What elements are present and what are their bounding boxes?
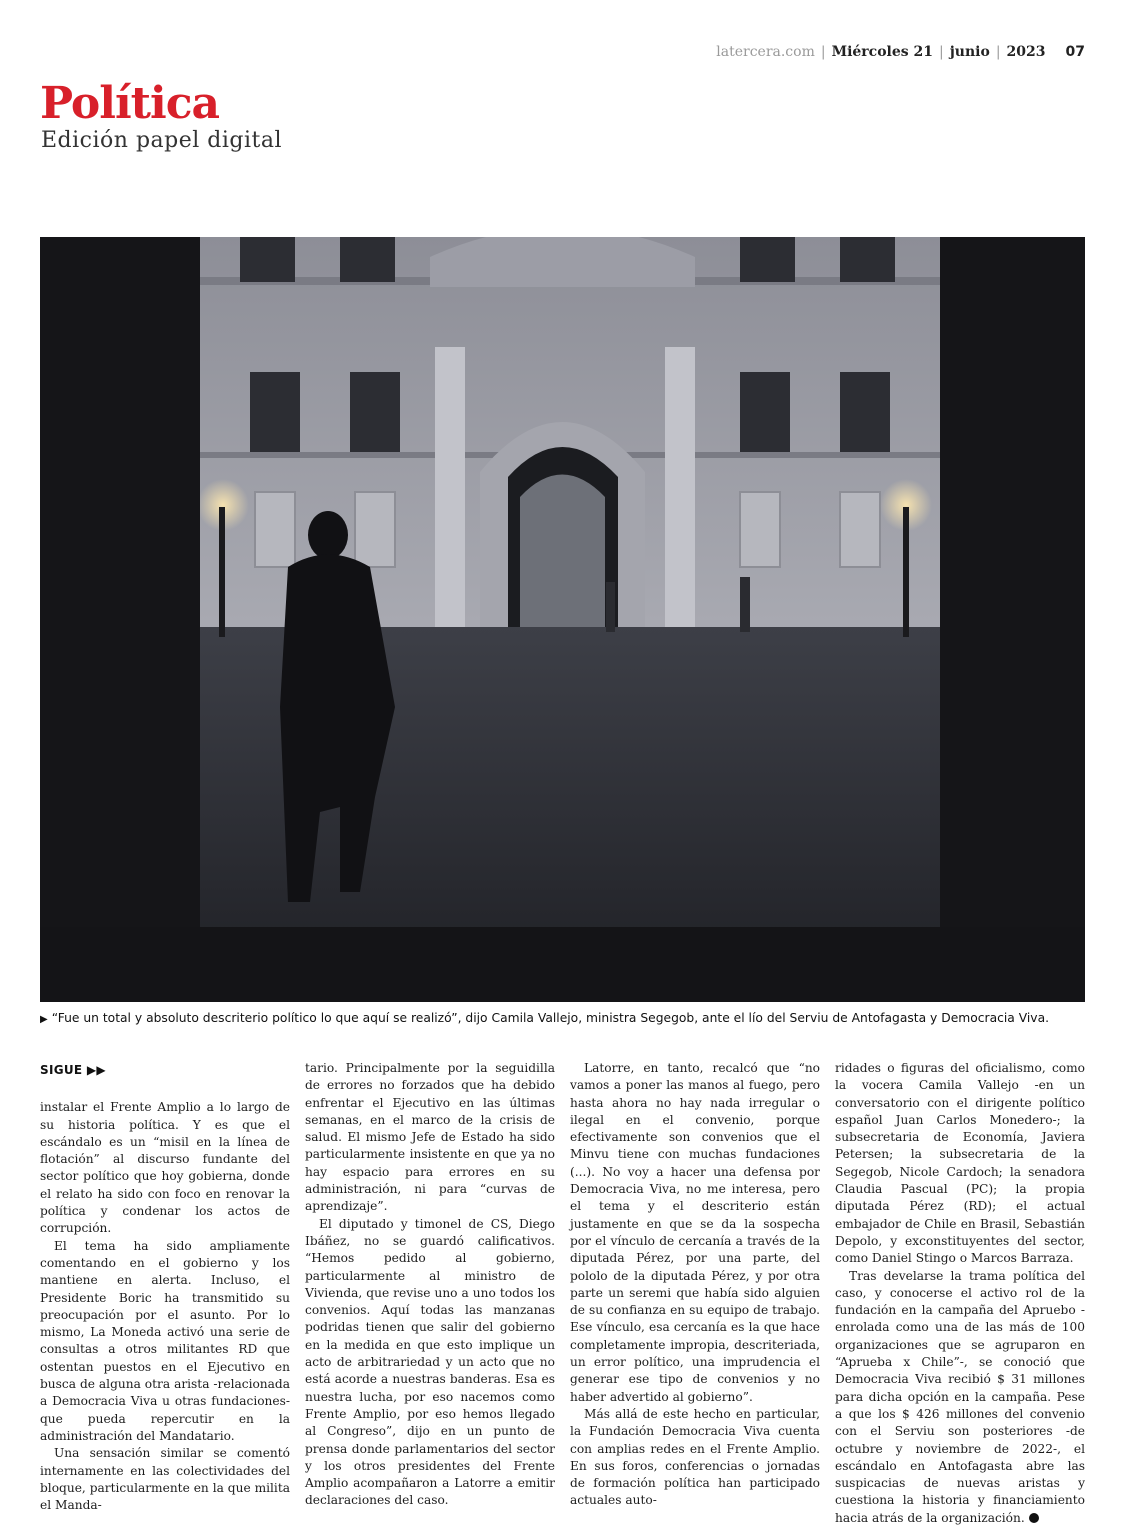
page-number: 07 [1065, 44, 1085, 60]
article-column-2 [305, 1060, 555, 1510]
end-of-article-icon [1029, 1513, 1039, 1523]
article-column-1 [40, 1060, 290, 1514]
paragraph: tario. Principalmente por la seguidilla de errores no forzados que ha debido enfrentar el Ejecutivo en las últimas semanas, en el marco de la crisis de salud. El mismo Jefe de Estado ha sido particularmente insistente en que ya no hay espacio para errores en su administración, ni para “curvas de aprendizaje”. [305, 1061, 555, 1214]
paragraph: instalar el Frente Amplio a lo largo de su historia política. Y es que el escándalo es un “misil en la línea de flotación” al discurso fundante del sector político que hoy gobierna, donde el relato ha sido con foco en renovar la política y condenar los actos de corrupción. [40, 1100, 290, 1236]
caption-marker-icon: ▶ [40, 1014, 48, 1025]
separator: | [820, 44, 826, 60]
section-subtitle: Edición papel digital [41, 128, 283, 153]
final-paragraph-text: Tras develarse la trama política del caso, y conocerse el activo rol de la fundación en la campaña del Apruebo -enrolada como una de las más de 100 organizaciones que se agruparon en “Aprueba x Chile”-, se conoció que Democracia Viva recibió $ 31 millones para dicha opción en la campaña. Pese a que los $ 426 millones del convenio con el Serviu son posteriores -de octubre y noviembre de 2022-, el escándalo en Antofagasta abre las suspicacias de nuevas aristas y cuestiona la historia y financiamiento hacia atrás de la organización. [835, 1268, 1085, 1525]
photo-caption [40, 1011, 1085, 1025]
main-photo [40, 237, 1085, 1002]
separator: | [995, 44, 1001, 60]
separator: | [939, 44, 944, 60]
article-column-3 [570, 1060, 820, 1510]
article-column-4 [835, 1060, 1085, 1527]
sigue-label: SIGUE ▶▶ [40, 1063, 106, 1077]
paragraph: El tema ha sido ampliamente comentando en el gobierno y los mantiene en alerta. Incluso, el Presidente Boric ha transmitido su preocupación por el asunto. Por lo mismo, La Moneda activó una serie de consultas a otros militantes RD que ostentan puestos en el Ejecutivo en busca de alguna otra arista -relacionada a Democracia Viva u otras fundaciones- que pueda repercutir en la administración del Mandatario. [40, 1238, 290, 1443]
section-title: Política [40, 78, 220, 129]
header-month: junio [949, 44, 990, 60]
paragraph: El diputado y timonel de CS, Diego Ibáñez, no se guardó calificativos. “Hemos pedido al gobierno, particularmente al ministro de Vivienda, que revise uno a uno todos los convenios. Aquí todas las manzanas podridas tienen que salir del gobierno en la medida en que esto implique un acto de arbitrariedad y un acto que no está acorde a nuestras banderas. Esa es nuestra lucha, por eso nacemos como Frente Amplio, por eso hemos llegado al Congreso”, dijo en un punto de prensa donde parlamentarios del sector y los otros presidentes del Frente Amplio acompañaron a Latorre a emitir declaraciones del caso. [305, 1216, 555, 1508]
paragraph: ridades o figuras del oficialismo, como la vocera Camila Vallejo -en un conversatorio con el dirigente político español Juan Carlos Monedero-; la subsecretaria de Economía, Javiera Petersen; la subsecretaria de la Segegob, Nicole Cardoch; la senadora Claudia Pascual (PC); la propia diputada Pérez (RD); el actual embajador de Chile en Brasil, Sebastián Depolo, y exconstituyentes del sector, como Daniel Stingo o Marcos Barraza. [835, 1061, 1085, 1266]
paragraph: Más allá de este hecho en particular, la Fundación Democracia Viva cuenta con amplias redes en el Frente Amplio. En sus foros, conferencias o jornadas de formación política han participado actuales auto- [570, 1406, 820, 1508]
article-body [40, 1060, 1085, 1525]
header-weekday: Miércoles 21 [831, 44, 934, 60]
site-name[interactable]: latercera.com [716, 44, 815, 60]
caption-text: “Fue un total y absoluto descriterio político lo que aquí se realizó”, dijo Camila Vallejo, ministra Segegob, ante el lío del Serviu de Antofagasta y Democracia Viva. [51, 1011, 1050, 1025]
paragraph-final [835, 1268, 1085, 1527]
paragraph: Latorre, en tanto, recalcó que “no vamos a poner las manos al fuego, pero hasta ahora no hay nada irregular o ilegal en el convenio, porque efectivamente son convenios que el Minvu tiene con muchas fundaciones (...). No voy a hacer una defensa por Democracia Viva, no me interesa, pero el tema y el descriterio están justamente en que se da la sospecha por el vínculo de cercanía a través de la diputada Pérez, por una parte, del pololo de la diputada Pérez, y por otra parte un seremi que había sido alguien de su confianza en su equipo de trabajo. Ese vínculo, esa cercanía es la que hace completamente impropia, descriteriada, un error político, una imprudencia el generar ese tipo de convenios y no haber advertido al gobierno”. [570, 1061, 820, 1404]
page-header [716, 44, 1085, 60]
header-year: 2023 [1006, 44, 1046, 60]
paragraph: Una sensación similar se comentó internamente en las colectividades del bloque, particularmente en la que milita el Manda- [40, 1446, 290, 1513]
photo-illustration [40, 237, 1085, 1002]
